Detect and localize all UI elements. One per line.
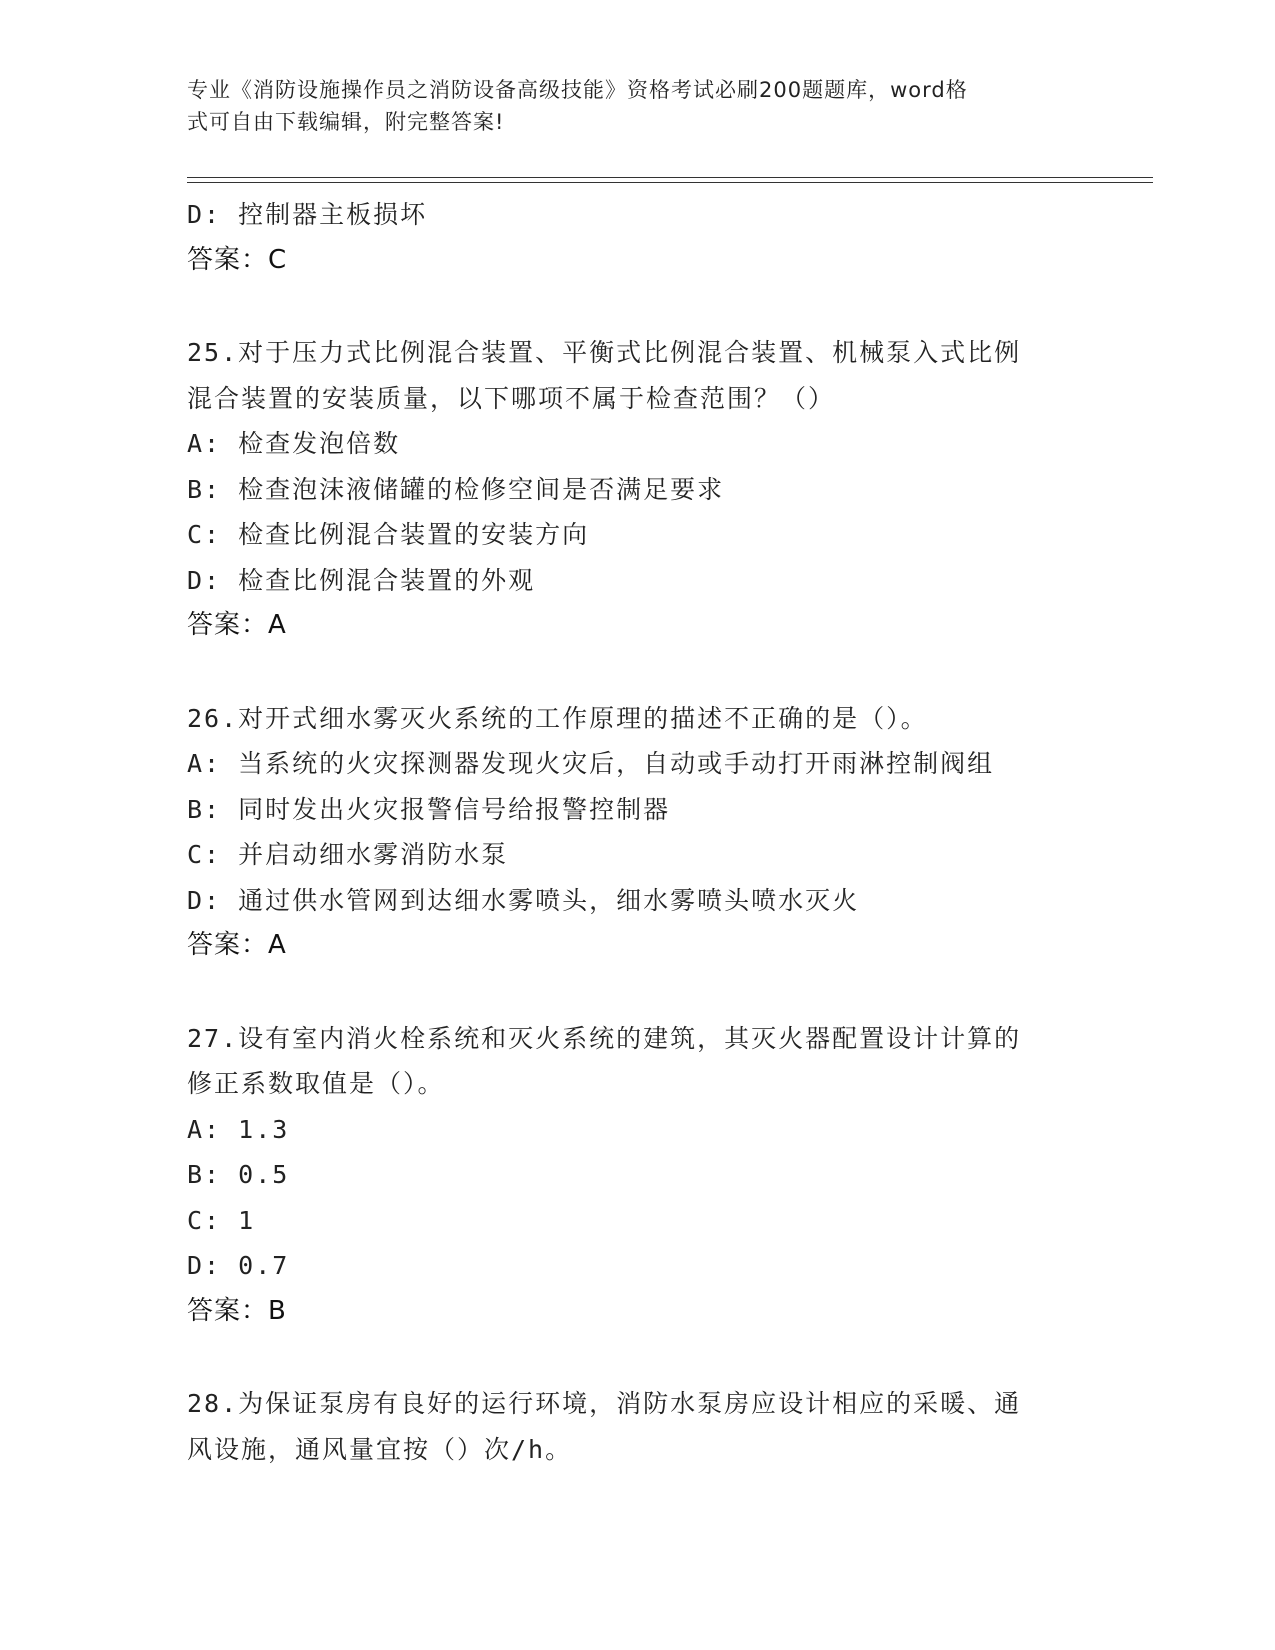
question-text-line-1: 25.对于压力式比例混合装置、平衡式比例混合装置、机械泵入式比例 bbox=[187, 338, 1022, 367]
question-text-line-2: 混合装置的安装质量，以下哪项不属于检查范围？（） bbox=[187, 383, 836, 413]
option-d: D: 通过供水管网到达细水雾喷头，细水雾喷头喷水灭火 bbox=[187, 885, 860, 915]
document-body bbox=[187, 192, 1087, 1472]
header-divider-top bbox=[187, 177, 1153, 178]
option-d: D: 控制器主板损坏 bbox=[187, 200, 428, 229]
question-27 bbox=[187, 1016, 1087, 1335]
option-a: A: 当系统的火灾探测器发现火灾后，自动或手动打开雨淋控制阀组 bbox=[187, 749, 995, 778]
question-text-line-2: 修正系数取值是（）。 bbox=[187, 1069, 445, 1098]
option-c: C: 并启动细水雾消防水泵 bbox=[187, 840, 509, 869]
header-line-1: 专业《消防设施操作员之消防设备高级技能》资格考试必刷200题题库，word格 bbox=[187, 78, 968, 102]
header-line-2: 式可自由下载编辑，附完整答案! bbox=[187, 110, 505, 134]
answer: 答案：C bbox=[187, 244, 288, 275]
question-25 bbox=[187, 330, 1087, 649]
option-b: B: 检查泡沫液储罐的检修空间是否满足要求 bbox=[187, 474, 725, 504]
question-26 bbox=[187, 696, 1087, 969]
option-c: C: 1 bbox=[187, 1205, 256, 1235]
answer: 答案：A bbox=[187, 610, 287, 640]
option-c: C: 检查比例混合装置的安装方向 bbox=[187, 520, 590, 549]
spacer bbox=[187, 969, 1087, 1016]
option-d: D: 0.7 bbox=[187, 1251, 290, 1280]
option-b: B: 0.5 bbox=[187, 1160, 290, 1189]
question-24 bbox=[187, 192, 1087, 283]
option-b: B: 同时发出火灾报警信号给报警控制器 bbox=[187, 794, 671, 824]
document-header bbox=[187, 74, 1077, 138]
answer: 答案：A bbox=[187, 930, 287, 960]
option-a: A: 检查发泡倍数 bbox=[187, 429, 401, 458]
answer: 答案：B bbox=[187, 1295, 287, 1326]
header-divider-bottom bbox=[187, 182, 1153, 183]
spacer bbox=[187, 649, 1087, 696]
question-text-line-1: 26.对开式细水雾灭火系统的工作原理的描述不正确的是（）。 bbox=[187, 703, 928, 733]
question-text-line-1: 27.设有室内消火栓系统和灭火系统的建筑，其灭火器配置设计计算的 bbox=[187, 1023, 1022, 1053]
question-text-line-1: 28.为保证泵房有良好的运行环境，消防水泵房应设计相应的采暖、通 bbox=[187, 1389, 1022, 1418]
spacer bbox=[187, 283, 1087, 330]
spacer bbox=[187, 1334, 1087, 1381]
question-28 bbox=[187, 1381, 1087, 1472]
question-text-line-2: 风设施，通风量宜按（）次/h。 bbox=[187, 1434, 573, 1464]
option-a: A: 1.3 bbox=[187, 1114, 290, 1144]
option-d: D: 检查比例混合装置的外观 bbox=[187, 565, 536, 595]
